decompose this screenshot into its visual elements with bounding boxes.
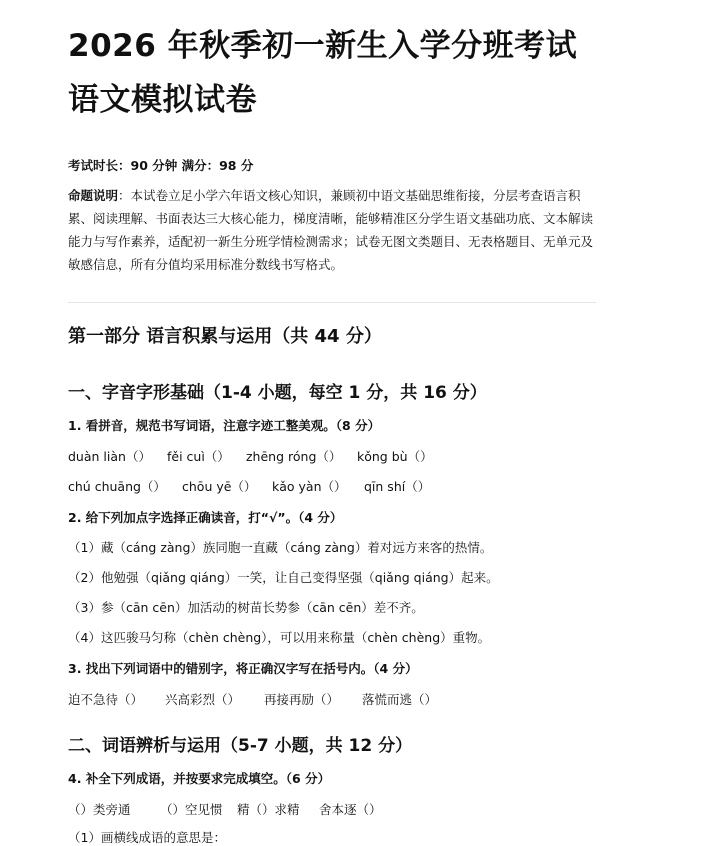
exam-meta: 考试时长：90 分钟 满分：98 分	[68, 158, 254, 173]
q3-item: 兴高彩烈（）	[165, 692, 241, 707]
q4-title: 4. 补全下列成语，并按要求完成填空。（6 分）	[68, 771, 331, 786]
q4-item: 精（）求精	[237, 802, 300, 817]
q1-row1-item: kǒng bù（）	[357, 449, 433, 464]
q1-row2-item: chú chuāng（）	[68, 479, 166, 494]
q1-title: 1. 看拼音，规范书写词语，注意字迹工整美观。（8 分）	[68, 418, 381, 433]
exam-title-line1: 2026 年秋季初一新生入学分班考试	[68, 28, 578, 64]
q2-item: （3）参（cān cēn）加活动的树苗长势参（cān cēn）差不齐。	[68, 600, 424, 615]
section2-heading: 二、词语辨析与运用（5-7 小题，共 12 分）	[68, 736, 413, 756]
q4-sub1: （1）画横线成语的意思是：	[68, 830, 226, 845]
part1-heading: 第一部分 语言积累与运用（共 44 分）	[68, 326, 382, 347]
q4-item: 舍本逐（）	[319, 802, 382, 817]
q1-row2-item: kǎo yàn（）	[272, 479, 347, 494]
exam-description	[68, 184, 598, 276]
exam-title-line2: 语文模拟试卷	[68, 82, 257, 118]
q1-row2-item: chōu yē（）	[182, 479, 257, 494]
q3-item: 迫不急待（）	[68, 692, 144, 707]
q2-item: （1）藏（cáng zàng）族同胞一直藏（cáng zàng）着对远方来客的热情。	[68, 540, 493, 555]
description-text: ：本试卷立足小学六年语文核心知识，兼顾初中语文基础思维衔接，分层考查语言积累、阅读理解、书面表达三大核心能力，梯度清晰，能够精准区分学生语文基础功底、文本解读能力与写作素养，适配初一新生分班学情检测需求；试卷无图文类题目、无表格题目、无单元及敏感信息，所有分值均采用标准分数线书写格式。	[68, 188, 594, 272]
section1-heading: 一、字音字形基础（1-4 小题，每空 1 分，共 16 分）	[68, 383, 487, 403]
description-label: 命题说明	[68, 188, 119, 203]
divider	[68, 302, 596, 303]
q1-row1-item: duàn liàn（）	[68, 449, 151, 464]
q3-item: 落慌而逃（）	[362, 692, 438, 707]
q2-item: （4）这匹骏马匀称（chèn chèng），可以用来称量（chèn chèng）重物。	[68, 630, 491, 645]
q3-item: 再接再励（）	[264, 692, 340, 707]
q4-item: （）空见惯	[160, 802, 223, 817]
q1-row1-item: fěi cuì（）	[167, 449, 230, 464]
q2-item: （2）他勉强（qiǎng qiáng）一笑，让自己变得坚强（qiǎng qiáng）起来。	[68, 570, 499, 585]
q4-item: （）类旁通	[68, 802, 131, 817]
q1-row2-item: qīn shí（）	[364, 479, 431, 494]
q2-title: 2. 给下列加点字选择正确读音，打“√”。（4 分）	[68, 510, 343, 525]
q1-row1-item: zhēng róng（）	[246, 449, 342, 464]
q3-title: 3. 找出下列词语中的错别字，将正确汉字写在括号内。（4 分）	[68, 661, 418, 676]
